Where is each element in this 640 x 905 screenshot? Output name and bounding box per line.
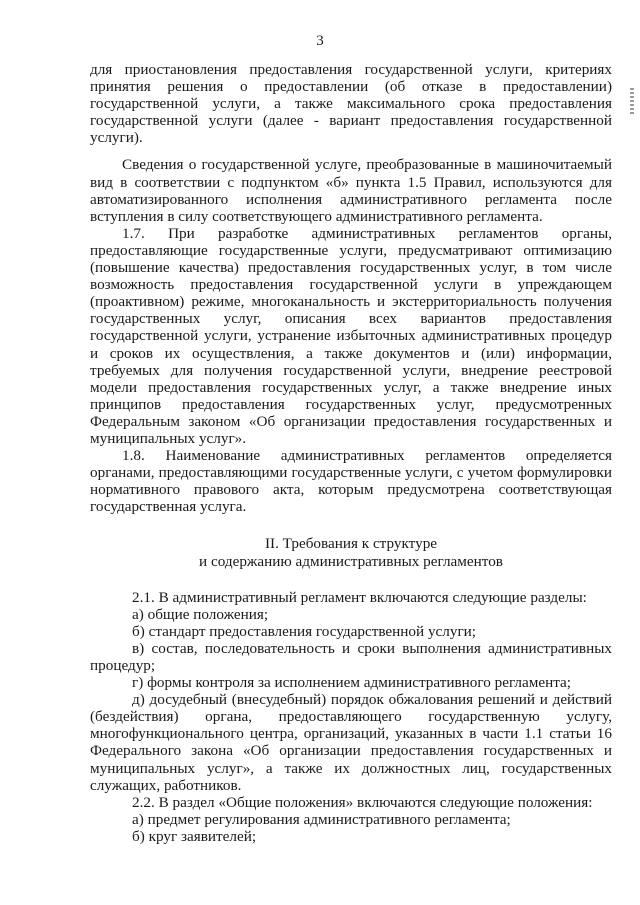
item-2-1-b: б) стандарт предоставления государственной услуги; (132, 622, 477, 640)
paragraph-1-8: 1.8. Наименование административных регламентов определяется органами, предоставляющими государственные услуги, с учетом формулировки нормативного правового акта, которым предусмотрена соответствующая государственная услуга. (90, 447, 612, 516)
item-2-1-d: д) досудебный (внесудебный) порядок обжалования решений и действий (бездействия) органа, предоставляющего государственную услугу, многофункционального центра, организаций, указанных в части 1.1 статьи 16 Федерального закона «Об организации предоставления государственных и муниципальных услуг», а также их должностных лиц, государственных служащих, работников. (90, 691, 612, 794)
item-2-2-a: а) предмет регулирования административного регламента; (132, 810, 511, 828)
item-2-2-b: б) круг заявителей; (132, 827, 257, 845)
paragraph-machine-readable: Сведения о государственной услуге, преобразованные в машиночитаемый вид в соответствии с подпунктом «б» пункта 1.5 Правил, используются для автоматизированного исполнения административного регламента после вступления в силу соответствующего административного регламента. (90, 156, 612, 225)
paragraph-1-7: 1.7. При разработке административных регламентов органы, предоставляющие государственные услуги, предусматривают оптимизацию (повышение качества) предоставления государственных услуг, в том числе возможность предоставления государственной услуги в упреждающем (проактивном) режиме, многоканальность и экстерриториальность получения государственных услуг, описания всех вариантов предоставления государственной услуги, устранение избыточных административных процедур и сроков их осуществления, а также документов и (или) информации, требуемых для получения государственной услуги, внедрение реестровой модели предоставления государственных услуг, а также внедрение иных принципов предоставления государственных услуг, предусмотренных Федеральным законом «Об организации предоставления государственных и муниципальных услуг». (90, 224, 612, 447)
section-2-heading-line2: и содержанию административных регламентов (199, 552, 503, 570)
section-2-heading (90, 535, 612, 569)
paragraph-continuation: для приостановления предоставления государственной услуги, критериях принятия решения о предоставлении (об отказе в предоставлении) государственной услуги, а также максимального срока предоставления государственной услуги (далее - вариант предоставления государственной услуги). (90, 61, 612, 147)
item-2-1-v: в) состав, последовательность и сроки выполнения административных процедур; (90, 639, 612, 674)
section-2-heading-line1: II. Требования к структуре (264, 535, 438, 553)
item-2-1: 2.1. В административный регламент включаются следующие разделы: (132, 588, 587, 606)
item-2-2: 2.2. В раздел «Общие положения» включаются следующие положения: (132, 793, 593, 811)
document-body (90, 61, 612, 845)
item-2-1-g: г) формы контроля за исполнением административного регламента; (132, 674, 572, 692)
item-2-1-a: а) общие положения; (132, 605, 269, 623)
page-number: 3 (316, 33, 324, 49)
scan-edge-mark (630, 88, 634, 114)
